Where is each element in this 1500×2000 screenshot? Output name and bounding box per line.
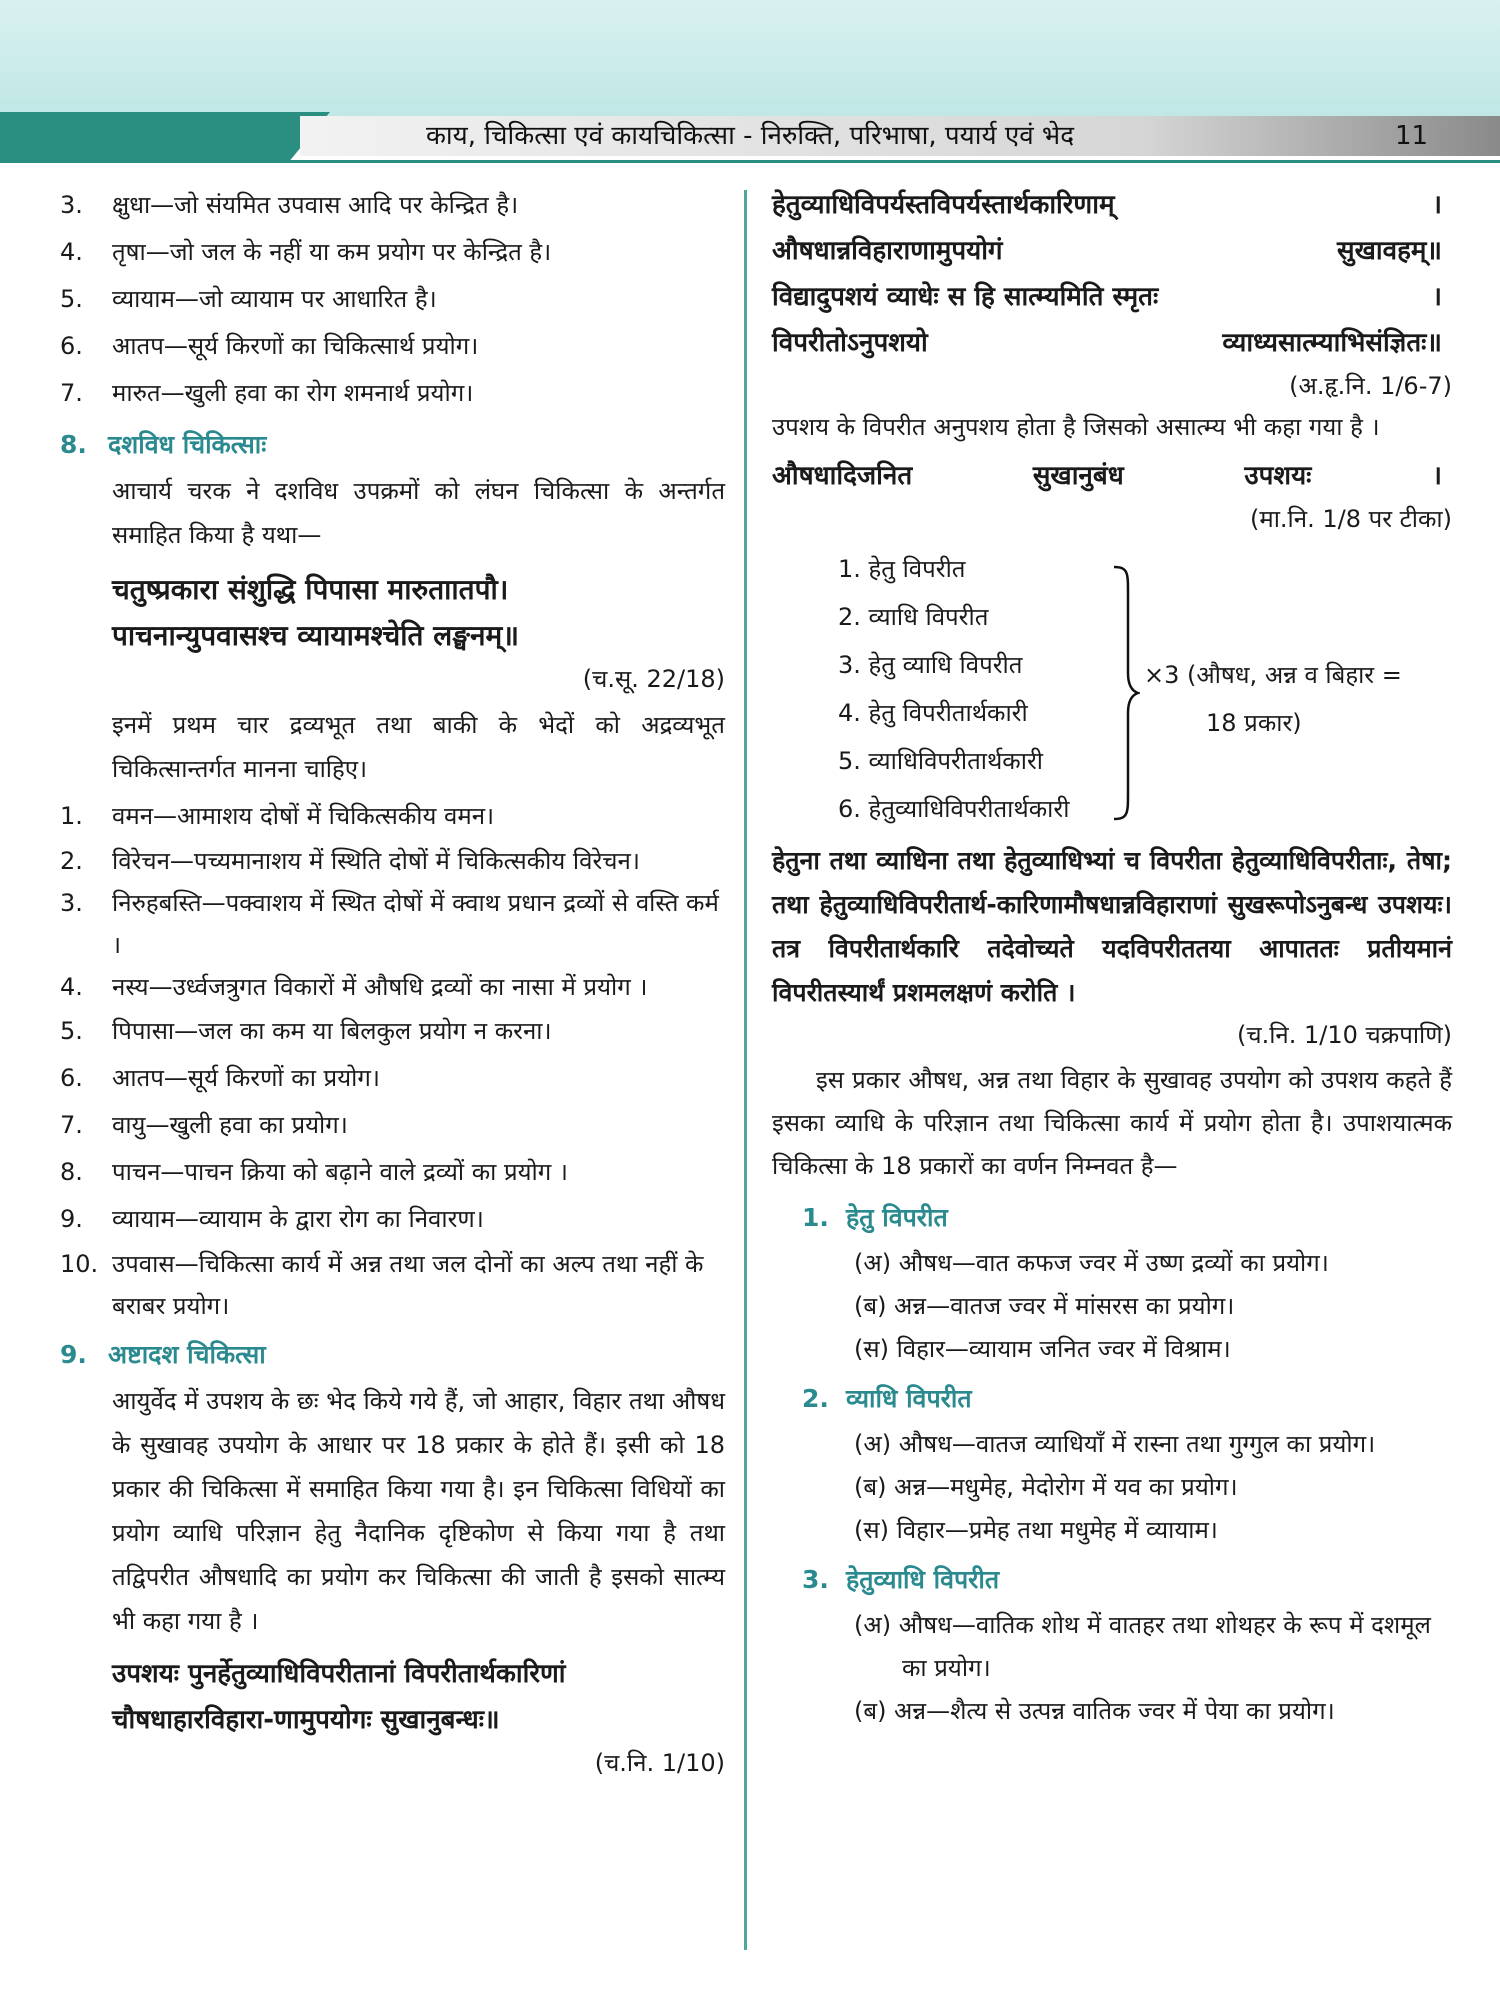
item-number: 3.: [60, 191, 83, 219]
list-item: 3. हेतु व्याधि विपरीत: [838, 651, 1023, 679]
verse-end: सुखावहम्॥: [1337, 236, 1442, 266]
section-title: दशविध चिकित्साः: [108, 430, 267, 459]
list-item: [60, 966, 725, 1008]
header-rule: [0, 160, 1500, 163]
list-item: [60, 840, 725, 882]
item-text: नस्य—उर्ध्वजत्रुगत विकारों में औषधि द्रव्यों का नासा में प्रयोग ।: [112, 973, 648, 1001]
sanskrit-commentary: हेतुना तथा व्याधिना तथा हेतुव्याधिभ्यां च विपरीता हेतुव्याधिविपरीताः, तेषा; तथा हेतुव्याधिविपरीतार्थ-कारिणामौषधान्नविहाराणां सुखरूपोऽनुबन्ध उपशयः। तत्र विपरीतार्थकारि तदेवोच्यते यदविपरीततया आपाततः प्रतीयमानं विपरीतस्यार्थं प्रशमलक्षणं करोति ।: [772, 846, 1452, 1007]
list-item: [60, 276, 725, 323]
verse-text: विपरीतोऽनुपशयो: [772, 328, 928, 358]
top-color-band: [0, 0, 1500, 118]
list-item: (स) विहार—प्रमेह तथा मधुमेह में व्यायाम।: [854, 1516, 1218, 1544]
verse-line: [772, 453, 1452, 499]
sanskrit-verse: [772, 453, 1452, 499]
list-item: [60, 323, 725, 370]
column-divider: [744, 190, 747, 1950]
verse-reference: (अ.हृ.नि. 1/6-7): [1289, 372, 1452, 400]
item-number: 5.: [60, 1017, 83, 1045]
verse-end: ।: [1432, 282, 1442, 312]
verse-text: विद्यादुपशयं व्याधेः स हि सात्म्यमिति स्मृतः: [772, 282, 1159, 312]
item-text: निरुहबस्ति—पक्वाशय में स्थित दोषों में क्वाथ प्रधान द्रव्यों से वस्ति कर्म ।: [112, 889, 719, 959]
list-item: [60, 182, 725, 229]
section-number: 1.: [802, 1203, 829, 1232]
sanskrit-verse: [60, 1651, 725, 1743]
item-number: 7.: [60, 379, 83, 407]
list-item: [60, 370, 725, 417]
brace-note: [1144, 651, 1454, 747]
verse-line: पाचनान्युपवासश्च व्यायामश्चेति लङ्घनम्॥: [112, 619, 520, 652]
item-number: 6.: [60, 332, 83, 360]
sanskrit-verse: [60, 567, 725, 659]
section-number: 8.: [60, 430, 87, 459]
verse-text: औषधान्नविहाराणामुपयोगं: [772, 236, 1003, 266]
verse-line: [772, 182, 1452, 228]
section-heading: [772, 1556, 1452, 1604]
item-text: वायु—खुली हवा का प्रयोग।: [112, 1111, 348, 1139]
section-heading: [772, 1194, 1452, 1242]
list-item: 2. व्याधि विपरीत: [838, 603, 989, 631]
verse-line: चौषधाहारविहारा-णामुपयोगः सुखानुबन्धः॥: [112, 1705, 500, 1735]
section-number: 9.: [60, 1340, 87, 1369]
item-number: 1.: [60, 802, 83, 830]
item-text: व्यायाम—जो व्यायाम पर आधारित है।: [112, 285, 437, 313]
section-heading-9: [60, 1331, 725, 1379]
verse-text: हेतुव्याधिविपर्यस्तविपर्यस्तार्थकारिणाम्: [772, 190, 1115, 220]
list-item: 4. हेतु विपरीतार्थकारी: [838, 699, 1028, 727]
list-item: 5. व्याधिविपरीतार्थकारी: [838, 747, 1043, 775]
item-text: व्यायाम—व्यायाम के द्वारा रोग का निवारण।: [112, 1205, 484, 1233]
item-text: तृषा—जो जल के नहीं या कम प्रयोग पर केन्द्रित है।: [112, 238, 552, 266]
left-column: [60, 182, 725, 1783]
list-item: (ब) अन्न—मधुमेह, मेदोरोग में यव का प्रयोग।: [854, 1473, 1238, 1501]
section-heading-8: [60, 421, 725, 469]
item-text: उपवास—चिकित्सा कार्य में अन्न तथा जल दोनों का अल्प तथा नहीं के बराबर प्रयोग।: [112, 1250, 704, 1320]
header-teal-strip: [0, 112, 330, 160]
paragraph: आयुर्वेद में उपशय के छः भेद किये गये हैं, जो आहार, विहार तथा औषध के सुखावह उपयोग के आधार पर 18 प्रकार के होते हैं। इसी को 18 प्रकार की चिकित्सा में समाहित किया गया है। इन चिकित्सा विधियों का प्रयोग व्याधि परिज्ञान हेतु नैदानिक दृष्टिकोण से किया गया है तथा तद्विपरीत औषधादि का प्रयोग कर चिकित्सा की जाती है इसको सात्म्य भी कहा गया है ।: [112, 1387, 725, 1635]
item-text: पिपासा—जल का कम या बिलकुल प्रयोग न करना।: [112, 1017, 552, 1045]
item-text: आतप—सूर्य किरणों का चिकित्सार्थ प्रयोग।: [112, 332, 479, 360]
item-text: वमन—आमाशय दोषों में चिकित्सकीय वमन।: [112, 802, 495, 830]
item-number: 10.: [60, 1250, 99, 1278]
verse-line: [772, 274, 1452, 320]
verse-end: व्याध्यसात्म्याभिसंज्ञितः॥: [1222, 328, 1442, 358]
brace-note-line: ×3 (औषध, अन्न व बिहार =: [1144, 661, 1402, 689]
page-header-title: काय, चिकित्सा एवं कायचिकित्सा - निरुक्ति, परिभाषा, पयार्य एवं भेद: [425, 121, 1075, 151]
verse-end: ।: [1432, 190, 1442, 220]
verse-reference: (च.नि. 1/10 चक्रपाणि): [1236, 1021, 1452, 1049]
list-item: 1. हेतु विपरीत: [838, 555, 966, 583]
upashaya-sections: [772, 1194, 1452, 1733]
list-ten: [60, 793, 725, 1327]
item-text: आतप—सूर्य किरणों का प्रयोग।: [112, 1064, 380, 1092]
item-number: 4.: [60, 238, 83, 266]
list-item: (अ) औषध—वातज व्याधियाँ में रास्ना तथा गुग्गुल का प्रयोग।: [854, 1430, 1376, 1458]
item-number: 6.: [60, 1064, 83, 1092]
item-text: विरेचन—पच्यमानाशय में स्थिति दोषों में चिकित्सकीय विरेचन।: [112, 847, 640, 875]
item-text: पाचन—पाचन क्रिया को बढ़ाने वाले द्रव्यों का प्रयोग ।: [112, 1158, 568, 1186]
list-item: (अ) औषध—वातिक शोथ में वातहर तथा शोथहर के रूप में दशमूल का प्रयोग।: [854, 1611, 1431, 1682]
verse-end: ।: [1432, 461, 1442, 491]
section-number: 2.: [802, 1384, 829, 1413]
section-title: व्याधि विपरीत: [846, 1384, 972, 1413]
list-item: [60, 1055, 725, 1102]
verse-line: [772, 320, 1452, 366]
right-column: [772, 182, 1452, 1733]
list-item: (अ) औषध—वात कफज ज्वर में उष्ण द्रव्यों का प्रयोग।: [854, 1249, 1329, 1277]
list-item: [60, 1243, 725, 1327]
item-text: क्षुधा—जो संयमित उपवास आदि पर केन्द्रित है।: [112, 191, 519, 219]
verse-word: उपशयः: [1244, 461, 1312, 491]
list-item: [60, 1149, 725, 1196]
list-item: 6. हेतुव्याधिविपरीतार्थकारी: [838, 795, 1070, 823]
list-top: [60, 182, 725, 417]
right-brace-icon: [1110, 563, 1140, 823]
verse-reference: (च.नि. 1/10): [594, 1749, 725, 1777]
paragraph: इस प्रकार औषध, अन्न तथा विहार के सुखावह उपयोग को उपशय कहते हैं इसका व्याधि के परिज्ञान तथा चिकित्सा कार्य में प्रयोग होता है। उपाशयात्मक चिकित्सा के 18 प्रकारों का वर्णन निम्नवत है—: [772, 1066, 1452, 1180]
verse-line: उपशयः पुनर्हेतुव्याधिविपरीतानां विपरीतार्थकारिणां: [112, 1659, 566, 1689]
paragraph: उपशय के विपरीत अनुपशय होता है जिसको असात्म्य भी कहा गया है ।: [772, 413, 1380, 441]
section-number: 3.: [802, 1565, 829, 1594]
paragraph: आचार्य चरक ने दशविध उपक्रमों को लंघन चिकित्सा के अन्तर्गत समाहित किया है यथा—: [112, 477, 725, 549]
section-heading: [772, 1375, 1452, 1423]
list-item: (स) विहार—व्यायाम जनित ज्वर में विश्राम।: [854, 1335, 1231, 1363]
verse-word: औषधादिजनित: [772, 461, 913, 491]
section-title: हेतुव्याधि विपरीत: [846, 1565, 1000, 1594]
list-item: [60, 1008, 725, 1055]
brace-note-line: 18 प्रकार): [1206, 709, 1302, 737]
verse-reference: (मा.नि. 1/8 पर टीका): [1249, 505, 1452, 533]
page-number: 11: [1395, 121, 1429, 151]
item-text: मारुत—खुली हवा का रोग शमनार्थ प्रयोग।: [112, 379, 474, 407]
item-number: 8.: [60, 1158, 83, 1186]
list-item: [60, 882, 725, 966]
item-number: 7.: [60, 1111, 83, 1139]
section-title: अष्टादश चिकित्सा: [108, 1340, 266, 1369]
list-item: [60, 229, 725, 276]
list-item: [60, 793, 725, 840]
verse-word: सुखानुबंध: [1032, 461, 1124, 491]
list-item: [60, 1196, 725, 1243]
list-item: [60, 1102, 725, 1149]
list-item: (ब) अन्न—वातज ज्वर में मांसरस का प्रयोग।: [854, 1292, 1235, 1320]
item-number: 4.: [60, 973, 83, 1001]
paragraph: इनमें प्रथम चार द्रव्यभूत तथा बाकी के भेदों को अद्रव्यभूत चिकित्सान्तर्गत मानना चाहिए।: [112, 711, 725, 783]
sanskrit-verse: [772, 182, 1452, 366]
verse-line: [772, 228, 1452, 274]
verse-reference: (च.सू. 22/18): [582, 665, 725, 693]
item-number: 9.: [60, 1205, 83, 1233]
list-item: (ब) अन्न—शैत्य से उत्पन्न वातिक ज्वर में पेया का प्रयोग।: [854, 1697, 1335, 1725]
item-number: 2.: [60, 847, 83, 875]
verse-line: चतुष्प्रकारा संशुद्धि पिपासा मारुताातपौ।: [112, 573, 509, 606]
section-title: हेतु विपरीत: [846, 1203, 948, 1232]
brace-list-block: [772, 545, 1452, 835]
item-number: 3.: [60, 889, 83, 917]
item-number: 5.: [60, 285, 83, 313]
